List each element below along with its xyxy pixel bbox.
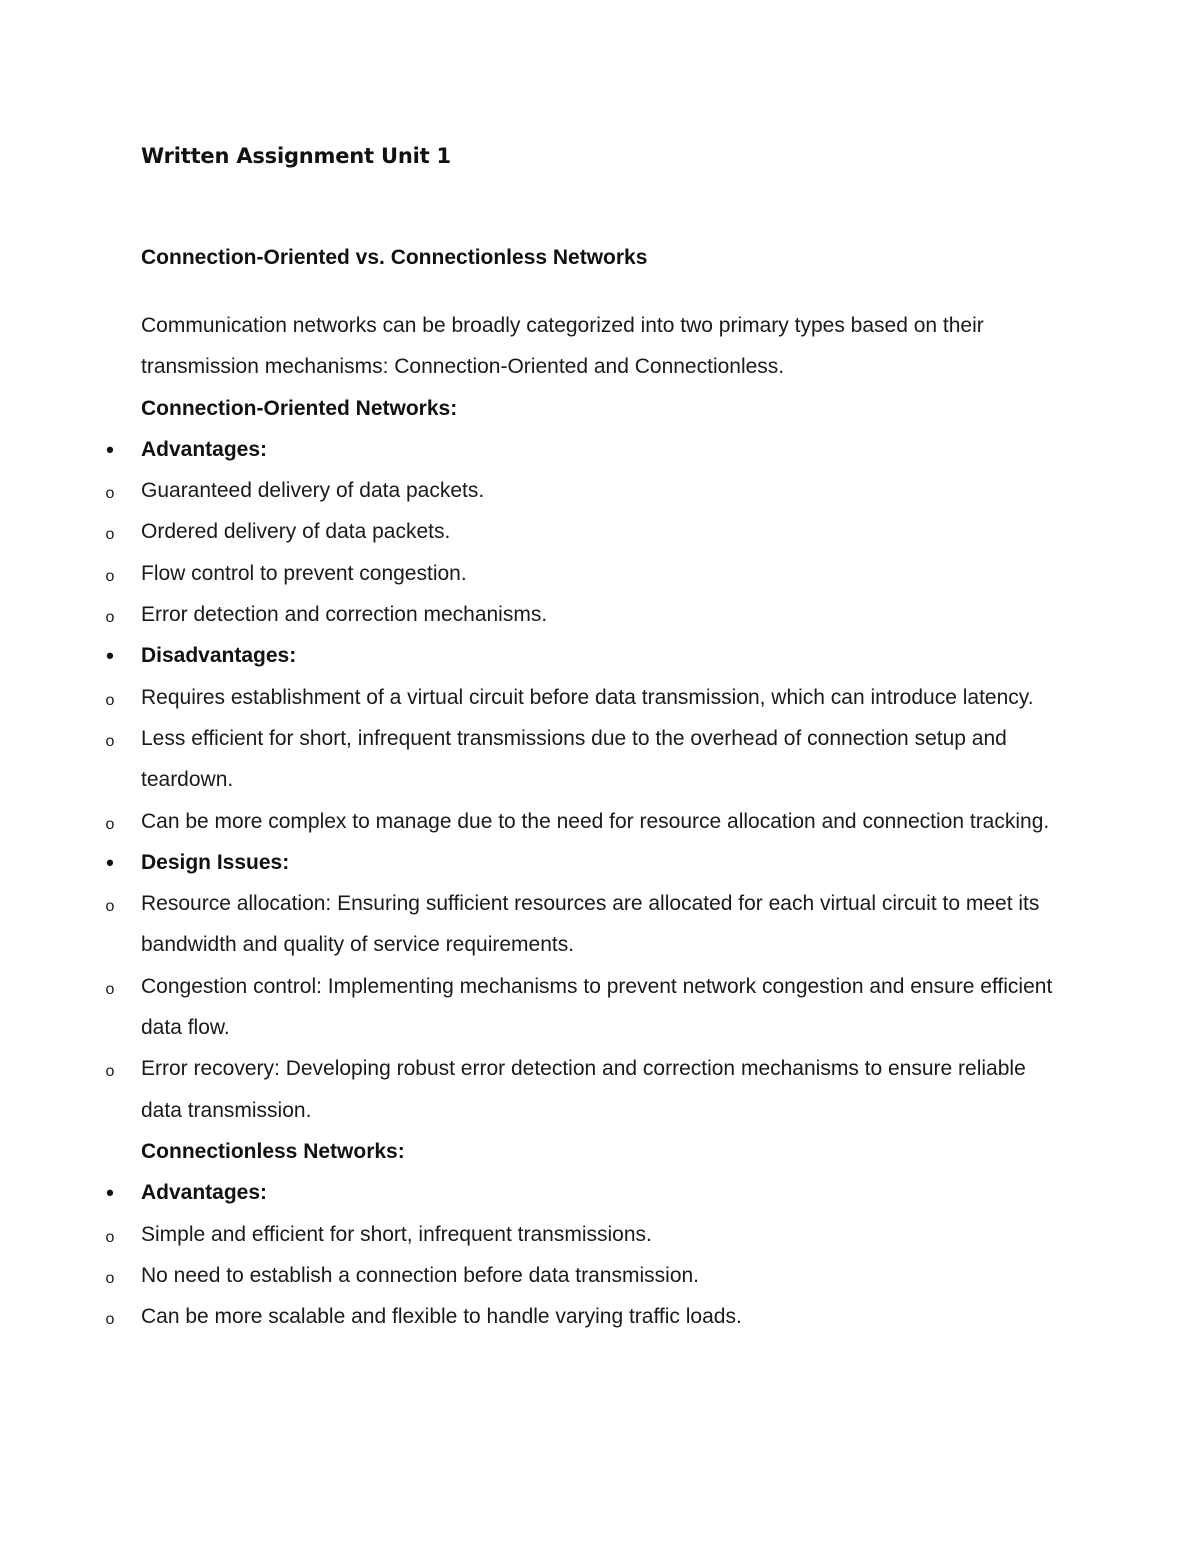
list-item	[105, 966, 1071, 1049]
co-design-issues-label-text: Design Issues:	[141, 850, 290, 874]
list-item-text: Flow control to prevent congestion.	[141, 561, 467, 585]
list-item-text: Can be more complex to manage due to the need for resource allocation and connection tracking.	[141, 809, 1050, 833]
sub-bullet-icon: o	[105, 691, 115, 709]
list-item-text: Ordered delivery of data packets.	[141, 520, 451, 544]
list-item	[105, 718, 1071, 801]
list-item	[105, 801, 1071, 842]
list-item	[105, 883, 1071, 966]
sub-bullet-icon: o	[105, 485, 115, 503]
sub-bullet-icon: o	[105, 567, 115, 585]
connectionless-heading: Connectionless Networks:	[141, 1139, 405, 1163]
list-item	[105, 1255, 1071, 1296]
bullet-icon: •	[106, 849, 114, 875]
list-item	[105, 1048, 1071, 1131]
sub-bullet-icon: o	[105, 898, 115, 916]
co-advantages-label	[106, 429, 1071, 470]
list-item	[105, 511, 1071, 552]
bullet-icon: •	[106, 643, 114, 669]
co-design-issues-label	[106, 842, 1071, 883]
co-disadvantages-label	[106, 635, 1071, 676]
list-item	[105, 553, 1071, 594]
sub-bullet-icon: o	[105, 1063, 115, 1081]
cl-advantages-label	[106, 1172, 1071, 1213]
list-item	[105, 470, 1071, 511]
list-item-text: Guaranteed delivery of data packets.	[141, 479, 485, 503]
sub-bullet-icon: o	[105, 526, 115, 544]
list-item	[105, 594, 1071, 635]
co-advantages-label-text: Advantages:	[141, 437, 268, 461]
document-title: Written Assignment Unit 1	[141, 144, 451, 168]
list-item	[105, 1296, 1071, 1337]
section-heading: Connection-Oriented vs. Connectionless Networks	[141, 246, 648, 269]
list-item-text: Congestion control: Implementing mechanisms to prevent network congestion and ensure efficient data flow.	[141, 974, 1053, 1040]
list-item-text: Error recovery: Developing robust error detection and correction mechanisms to ensure reliable data transmission.	[141, 1057, 1026, 1122]
cl-advantages-label-text: Advantages:	[141, 1181, 268, 1205]
list-item-text: Requires establishment of a virtual circuit before data transmission, which can introduce latency.	[141, 685, 1034, 709]
intro-paragraph: Communication networks can be broadly categorized into two primary types based on their transmission mechanisms: Connection-Oriented and Connectionless.	[141, 314, 984, 379]
sub-bullet-icon: o	[105, 609, 115, 627]
bullet-icon: •	[106, 1180, 114, 1206]
list-item-text: No need to establish a connection before data transmission.	[141, 1263, 700, 1287]
sub-bullet-icon: o	[105, 980, 115, 998]
list-item-text: Can be more scalable and flexible to handle varying traffic loads.	[141, 1305, 742, 1329]
sub-bullet-icon: o	[105, 815, 115, 833]
list-item-text: Less efficient for short, infrequent transmissions due to the overhead of connection setup and teardown.	[141, 726, 1007, 792]
list-item	[105, 1214, 1071, 1255]
co-disadvantages-label-text: Disadvantages:	[141, 644, 297, 668]
sub-bullet-icon: o	[105, 1311, 115, 1329]
sub-bullet-icon: o	[105, 732, 115, 750]
list-item-text: Simple and efficient for short, infrequent transmissions.	[141, 1222, 652, 1246]
connection-oriented-heading: Connection-Oriented Networks:	[141, 396, 458, 420]
document-body	[105, 244, 1071, 1337]
list-item	[105, 677, 1071, 718]
bullet-icon: •	[106, 436, 114, 462]
list-item-text: Error detection and correction mechanisms.	[141, 603, 548, 627]
sub-bullet-icon: o	[105, 1228, 115, 1246]
sub-bullet-icon: o	[105, 1269, 115, 1287]
list-item-text: Resource allocation: Ensuring sufficient resources are allocated for each virtual circuit to meet its bandwidth and quality of service requirements.	[141, 892, 1040, 957]
